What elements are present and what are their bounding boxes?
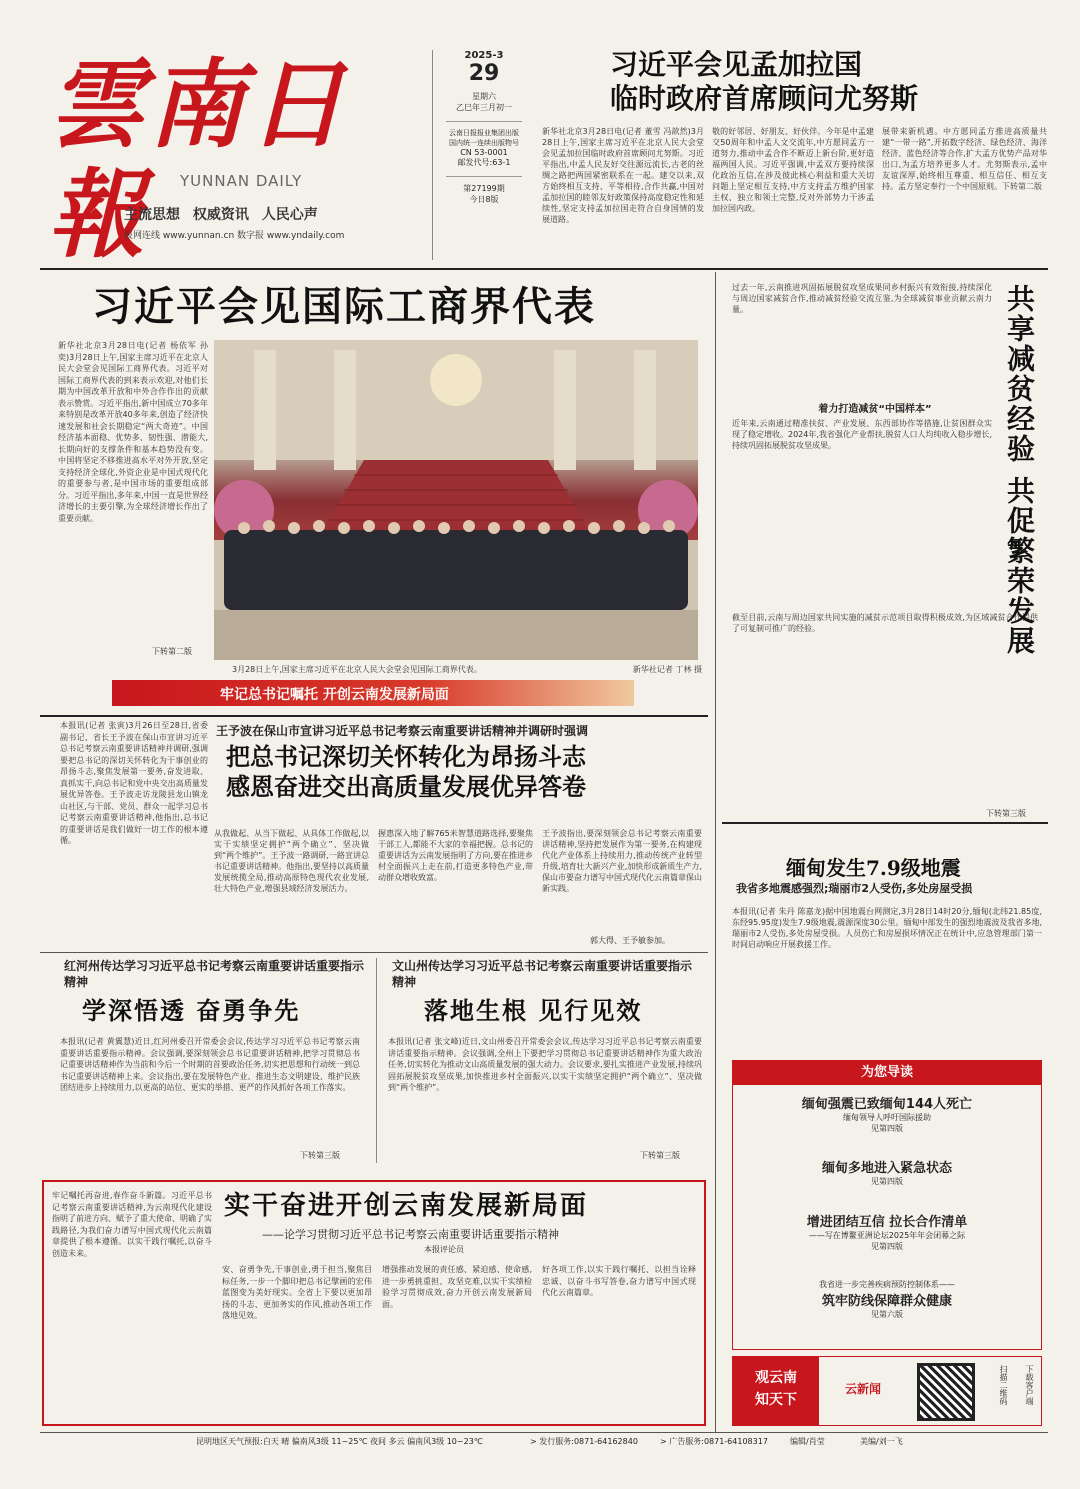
commentary-headline[interactable]: 实干奋进开创云南发展新局面 — [224, 1191, 589, 1221]
top-story-headline-1[interactable]: 习近平会见孟加拉国 — [610, 48, 863, 81]
sub-left-more[interactable]: 下转第三版 — [300, 1151, 340, 1160]
top-story-body-c: 展带来新机遇。中方愿同孟方推进高质量共建“一带一路”,开拓数字经济、绿色经济、海洋经济、蓝色经济等合作,扩大孟方优势产品对华出口,为孟方培养更多人才。尤努斯表示,孟中友谊深厚,始终相互尊重、相互信任、相互支持。孟方坚定奉行一个中国原则。下转第二版 — [882, 127, 1047, 191]
commentary-body-2: 安、奋勇争先,干事创业,勇于担当,聚焦目标任务,一步一个脚印把总书记擘画的宏伟蓝图变为美好现实。全省上下要以更加昂扬的斗志、更加务实的作风,推动各项工作落地见效。 — [222, 1265, 372, 1320]
issn-label: 国内统一连续出版物号 — [449, 139, 519, 147]
sub-left-kicker[interactable]: 红河州传达学习习近平总书记考察云南重要讲话重要指示精神 — [64, 959, 365, 989]
date-weekday: 星期六 — [472, 92, 496, 101]
app-logo[interactable]: 云新闻 — [844, 1382, 881, 1396]
right-feature-body-1: 过去一年,云南推进巩固拓展脱贫攻坚成果同乡村振兴有效衔接,持续深化与周边国家减贫合作,推动减贫经验交流互鉴,为全球减贫事业贡献云南力量。 — [732, 283, 992, 314]
guide-item-3-page: 见第四版 — [871, 1242, 903, 1251]
feature-headline-2[interactable]: 感恩奋进交出高质量发展优异答卷 — [226, 772, 586, 801]
guide-item-3-title: 增进团结互信 拉长合作清单 — [806, 1215, 968, 1230]
guide-item-4-page: 见第六版 — [871, 1310, 903, 1319]
top-story-headline-2[interactable]: 临时政府首席顾问尤努斯 — [610, 82, 919, 115]
date-lunar: 乙巳年三月初一 — [456, 103, 512, 112]
masthead-logo: 雲南日報 — [48, 48, 348, 271]
sub-right-headline[interactable]: 落地生根 见行见效 — [424, 996, 643, 1025]
promo-scan-1: 扫描二维码 — [999, 1365, 1008, 1405]
guide-item-2-title: 缅甸多地进入紧急状态 — [821, 1161, 952, 1176]
feature-body-left: 本报讯(记者 张寅)3月26日至28日,省委副书记、省长王予波在保山市宣讲习近平总书记考察云南重要讲话精神并调研,强调要把总书记的深切关怀转化为干事创业的昂扬斗志,聚焦发展第一要务,奋发进取、真抓实干,向总书记和党中央交出高质量发展优异答卷。王予波走访龙陵县龙山镇龙山社区,与干部、党员、群众一起学习总书记考察云南重要讲话精神,他指出,总书记的重要讲话是我们做好一切工作的根本遵循。 — [60, 721, 208, 845]
top-story-body-a: 新华社北京3月28日电(记者 董雪 冯歆然)3月28日上午,国家主席习近平在北京人民大会堂会见孟加拉国临时政府首席顾问尤努斯。习近平指出,中孟人民友好交往源远流长,古老的丝绸之路把两国紧密联系在一起。建交以来,双方始终相互支持、平等相待,合作共赢,中国对孟加拉国的睦邻友好政策保持高度稳定性和延续性,坚定支持孟加拉国走符合自身国情的发展道路。 — [542, 127, 704, 224]
date-year-month: 2025-3 — [464, 50, 504, 61]
feature-body-mid1: 从我做起、从当下做起、从具体工作做起,以实干实绩坚定拥护“两个确立”、坚决做到“两个维护”。王予波一路调研,一路宣讲总书记重要讲话精神。他指出,要坚持以高质量发展统揽全局,推动高原特色现代农业发展,壮大特色产业,增强县域经济发展活力。 — [214, 829, 369, 893]
lead-photo-illustration — [214, 340, 698, 660]
issue-number: 第27199期 — [463, 184, 505, 193]
promo-label — [733, 1357, 819, 1425]
sub-right-kicker[interactable]: 文山州传达学习习近平总书记考察云南重要讲话重要指示精神 — [392, 959, 693, 989]
lead-photo-credit: 新华社记者 丁林 摄 — [632, 665, 702, 674]
feature-source: 郭大得、王予敏参加。 — [590, 936, 670, 945]
right-feature-body-2: 近年来,云南通过精准扶贫、产业发展、东西部协作等措施,让贫困群众实现了稳定增收。2024年,我省强化产业帮扶,脱贫人口人均纯收入稳步增长,持续巩固拓展脱贫攻坚成果。 — [732, 419, 992, 450]
commentary-byline: 本报评论员 — [424, 1245, 464, 1254]
date-day: 29 — [468, 61, 500, 86]
footer-ads: > 广告服务:0871-64108317 — [660, 1437, 768, 1446]
masthead-english: YUNNAN DAILY — [180, 172, 303, 190]
lead-headline[interactable]: 习近平会见国际工商界代表 — [92, 283, 596, 330]
date-block — [440, 50, 528, 260]
lead-photo-caption: 3月28日上午,国家主席习近平在北京人民大会堂会见国际工商界代表。 — [232, 665, 482, 674]
guide-item-2[interactable] — [733, 1157, 1041, 1187]
commentary-body-3: 增强推动发展的责任感、紧迫感、使命感,进一步勇挑重担、攻坚克难,以实干实绩检验学习贯彻成效,奋力开创云南发展新局面。 — [382, 1265, 532, 1309]
sub-right-more[interactable]: 下转第三版 — [640, 1151, 680, 1160]
guide-item-4-title: 筑牢防线保障群众健康 — [821, 1294, 952, 1309]
feature-kicker[interactable]: 王予波在保山市宣讲习近平总书记考察云南重要讲话精神并调研时强调 — [216, 724, 589, 738]
feature-body-right: 王予波指出,要深刻领会总书记考察云南重要讲话精神,坚持把发展作为第一要务,在构建现代化产业体系上持续用力,推动传统产业转型升级,培育壮大新兴产业,加快形成新质生产力,保山市要奋力谱写中国式现代化云南篇章保山新实践。 — [542, 829, 702, 893]
guide-item-1[interactable] — [733, 1093, 1041, 1134]
quake-headline[interactable]: 缅甸发生7.9级地震 — [786, 856, 961, 880]
guide-header: 为您导读 — [733, 1061, 1041, 1085]
right-feature-subtitle: 着力打造减贫“中国样本” — [818, 404, 932, 415]
guide-item-3-sub: ——写在博鳌亚洲论坛2025年年会闭幕之际 — [808, 1231, 966, 1240]
footer-design: 美编/刘一飞 — [860, 1437, 903, 1446]
footer-distribution: > 发行服务:0871-64162840 — [530, 1437, 638, 1446]
lead-more[interactable]: 下转第二版 — [152, 647, 192, 656]
footer-editor: 编辑/肖莹 — [790, 1437, 825, 1446]
promo-text-1: 观云南 — [755, 1370, 797, 1386]
guide-item-1-title: 缅甸强震已致缅甸144人死亡 — [801, 1097, 973, 1112]
commentary-subhead: ——论学习贯彻习近平总书记考察云南重要讲话重要指示精神 — [262, 1228, 559, 1241]
sub-right-body: 本报讯(记者 张文峰)近日,文山州委召开常委会会议,传达学习习近平总书记考察云南重要讲话重要指示精神。会议强调,全州上下要把学习贯彻总书记重要讲话精神作为重大政治任务,切实转化为推动文山高质量发展的强大动力。会议要求,要扎实推进产业发展,持续巩固拓展脱贫攻坚成果,加快推进乡村全面振兴,以实干实绩坚定拥护“两个确立”、坚决做到“两个维护”。 — [388, 1037, 702, 1092]
banner-text: 牢记总书记嘱托 开创云南发展新局面 — [220, 687, 449, 703]
commentary-body-4: 好各项工作,以实干践行嘱托、以担当诠释忠诚、以奋斗书写答卷,奋力谱写中国式现代化云南篇章。 — [542, 1265, 696, 1297]
guide-item-4[interactable] — [733, 1279, 1041, 1320]
promo-box — [732, 1356, 1042, 1426]
guide-item-1-sub: 缅甸领导人呼吁国际援助 — [843, 1113, 931, 1122]
sub-left-headline[interactable]: 学深悟透 奋勇争先 — [82, 996, 301, 1025]
right-feature-body-3: 截至目前,云南与周边国家共同实施的减贫示范项目取得积极成效,为区域减贫合作提供了可复制可推广的经验。 — [732, 613, 1038, 633]
banner — [112, 680, 634, 706]
quake-subhead: 我省多地震感强烈;瑞丽市2人受伤,多处房屋受损 — [736, 882, 973, 895]
promo-text-2: 知天下 — [755, 1392, 797, 1408]
guide-item-2-page: 见第四版 — [871, 1177, 903, 1186]
qr-code-icon[interactable] — [917, 1363, 975, 1421]
quake-body: 本报讯(记者 朱丹 陈嘉龙)据中国地震台网测定,3月28日14时20分,缅甸(北纬21.85度,东经95.95度)发生7.9级地震,震源深度30公里。缅甸中部发生的强烈地震波及我省多地,瑞丽市2人受伤,多处房屋受损。人员伤亡和房屋损坏情况正在统计中,应急管理部门第一时间启动响应开展救援工作。 — [732, 907, 1042, 949]
guide-box — [732, 1060, 1042, 1350]
post-code: 邮发代号:63-1 — [457, 158, 511, 167]
guide-item-1-page: 见第四版 — [871, 1124, 903, 1133]
feature-body-mid2: 握惠深入地了解765米智慧道路选择,要聚焦干部工人,都能不大家的幸福把握。总书记的重要讲话为云南发展指明了方向,要在推进乡村全面振兴上走在前,打造更多特色产业,带动群众增收致富。 — [378, 829, 533, 882]
top-story-body-b: 敬的好邻居、好朋友、好伙伴。今年是中孟建交50周年和中孟人文交流年,中方愿同孟方一道努力,推动中孟合作不断迈上新台阶,更好造福两国人民。习近平强调,中孟双方要持续深化政治互信,在涉及彼此核心利益和重大关切问题上坚定相互支持,中方支持孟方维护国家主权、独立和领土完整,反对外部势力干涉孟加拉国内政。 — [712, 127, 874, 213]
page-count: 今日8版 — [469, 195, 499, 204]
cn-number: CN 53-0001 — [460, 148, 508, 157]
feature-headline-1[interactable]: 把总书记深切关怀转化为昂扬斗志 — [226, 742, 586, 771]
commentary-body-1: 牢记嘱托再奋进,春作奋斗新篇。习近平总书记考察云南重要讲话精神,为云南现代化建设指明了前进方向、赋予了重大使命、明确了实践路径,为我们奋力谱写中国式现代化云南篇章提供了根本遵循。以实干践行嘱托,以奋斗创造未来。 — [52, 1191, 212, 1258]
guide-item-3[interactable] — [733, 1211, 1041, 1252]
masthead-slogan: 主流思想 权威资讯 人民心声 — [124, 207, 318, 223]
guide-item-4-kicker: 我省进一步完善疾病预防控制体系—— — [819, 1280, 955, 1289]
right-feature-vertical-title[interactable]: 共享减贫经验 共促繁荣发展 — [1003, 284, 1036, 656]
footer-weather: 昆明地区天气预报:白天 晴 偏南风3级 11~25℃ 夜间 多云 偏南风3级 10~23℃ — [196, 1437, 483, 1446]
lead-body: 新华社北京3月28日电(记者 杨依军 孙奕)3月28日上午,国家主席习近平在北京人民大会堂会见国际工商界代表。习近平对国际工商界代表的到来表示欢迎,对他们长期为中国改革开放和中外合作作出的贡献表示赞赏。习近平指出,新中国成立70多年来特别是改革开放40多年来,创造了经济快速发展和社会长期稳定“两大奇迹”。中国经济基本面稳、优势多、韧性强、潜能大,长期向好的支撑条件和基本趋势没有变。中国将坚定不移推进高水平对外开放,坚定支持经济全球化,外资企业是中国式现代化的重要参与者,是中国市场的重要组成部分。习近平指出,多年来,中国一直是世界经济增长的主要引擎,为全球经济增长作出了重要贡献。 — [58, 341, 208, 523]
lead-photo — [214, 340, 698, 660]
sub-left-body: 本报讯(记者 黄翼慧)近日,红河州委召开常委会会议,传达学习习近平总书记考察云南重要讲话重要指示精神。会议强调,要深刻领会总书记重要讲话精神,把学习贯彻总书记重要讲话精神作为当前和今后一个时期的首要政治任务,切实把思想和行动统一到总书记重要讲话精神上来。会议指出,要在发展特色产业、推进生态文明建设、维护民族团结进步上持续用力,以更高的站位、更实的举措、更严的作风抓好各项工作落实。 — [60, 1037, 360, 1092]
promo-scan-2: 下载客户端 — [1025, 1365, 1034, 1405]
masthead-links: 报网连线 www.yunnan.cn 数字报 www.yndaily.com — [124, 231, 345, 241]
publisher: 云南日报报业集团出版 — [449, 129, 519, 137]
right-feature-more[interactable]: 下转第三版 — [986, 809, 1026, 818]
